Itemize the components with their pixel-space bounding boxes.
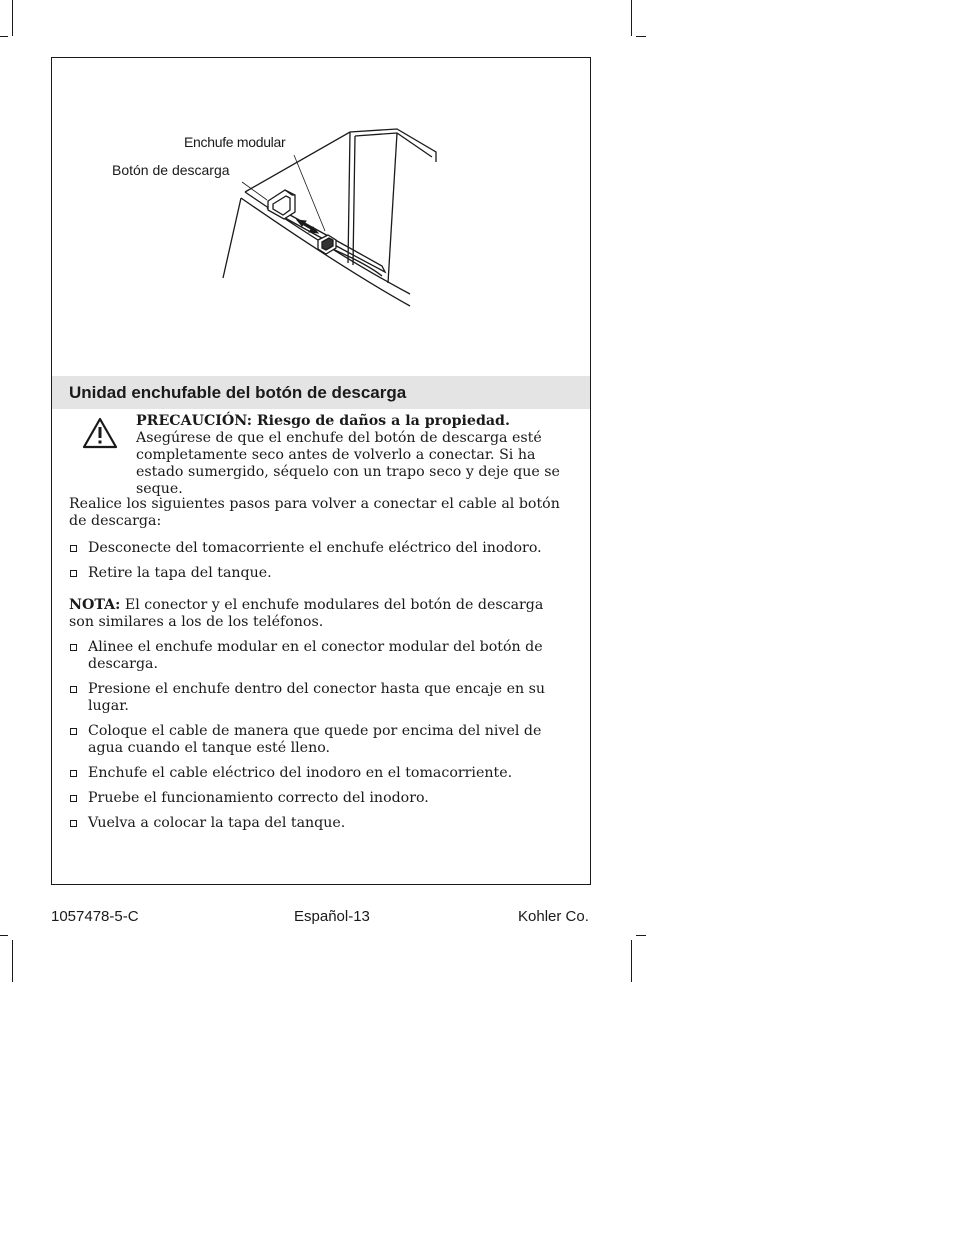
- content-frame: [51, 57, 591, 885]
- steps-list-a: [69, 540, 574, 582]
- note-body: El conector y el enchufe modulares del botón de descarga son similares a los de los teléfonos.: [69, 597, 544, 630]
- list-item: Retire la tapa del tanque.: [69, 565, 574, 582]
- crop-mark: [0, 36, 8, 37]
- checkbox-square-icon: [70, 728, 77, 735]
- crop-mark: [0, 935, 8, 936]
- crop-mark: [12, 0, 13, 36]
- checkbox-square-icon: [70, 795, 77, 802]
- note-paragraph: [69, 597, 549, 631]
- list-item: Presione el enchufe dentro del conector hasta que encaje en su lugar.: [69, 681, 549, 715]
- tank-wall-line: [223, 198, 241, 278]
- list-item: Alinee el enchufe modular en el conector modular del botón de descarga.: [69, 639, 549, 673]
- list-item: Coloque el cable de manera que quede por encima del nivel de agua cuando el tanque esté lleno.: [69, 723, 549, 757]
- checkbox-square-icon: [70, 686, 77, 693]
- caution-body: Asegúrese de que el enchufe del botón de descarga esté completamente seco antes de volverlo a conectar. Si ha estado sumergido, séquelo con un trapo seco y deje que se seque.: [136, 430, 560, 497]
- callout-flush-button: Botón de descarga: [112, 162, 230, 178]
- warning-triangle-icon: [82, 417, 118, 449]
- caution-label: PRECAUCIÓN: Riesgo de daños a la propiedad.: [136, 413, 510, 429]
- section-title: Unidad enchufable del botón de descarga: [69, 383, 407, 402]
- crop-mark: [636, 36, 646, 37]
- note-label: NOTA:: [69, 597, 121, 613]
- caution-text: [136, 413, 576, 498]
- checkbox-square-icon: [70, 570, 77, 577]
- crop-mark: [631, 940, 632, 982]
- section-header: [52, 376, 590, 409]
- checkbox-square-icon: [70, 545, 77, 552]
- checkbox-square-icon: [70, 644, 77, 651]
- list-item: Pruebe el funcionamiento correcto del inodoro.: [69, 790, 549, 807]
- crop-mark: [636, 935, 646, 936]
- crop-mark: [12, 940, 13, 982]
- list-item: Enchufe el cable eléctrico del inodoro en el tomacorriente.: [69, 765, 549, 782]
- footer-doc-number: 1057478-5-C: [51, 908, 139, 925]
- callout-modular-plug: Enchufe modular: [184, 134, 286, 150]
- checkbox-square-icon: [70, 770, 77, 777]
- list-item: Vuelva a colocar la tapa del tanque.: [69, 815, 549, 832]
- intro-paragraph: Realice los siguientes pasos para volver a conectar el cable al botón de descarga:: [69, 496, 560, 529]
- footer-company: Kohler Co.: [518, 908, 589, 925]
- footer-page-number: Español-13: [294, 908, 370, 925]
- crop-mark: [631, 0, 632, 36]
- flush-button-illustration: [52, 58, 592, 376]
- checkbox-square-icon: [70, 820, 77, 827]
- tank-diagram: [52, 58, 592, 376]
- list-item: Desconecte del tomacorriente el enchufe eléctrico del inodoro.: [69, 540, 574, 557]
- steps-list-b: [69, 639, 549, 832]
